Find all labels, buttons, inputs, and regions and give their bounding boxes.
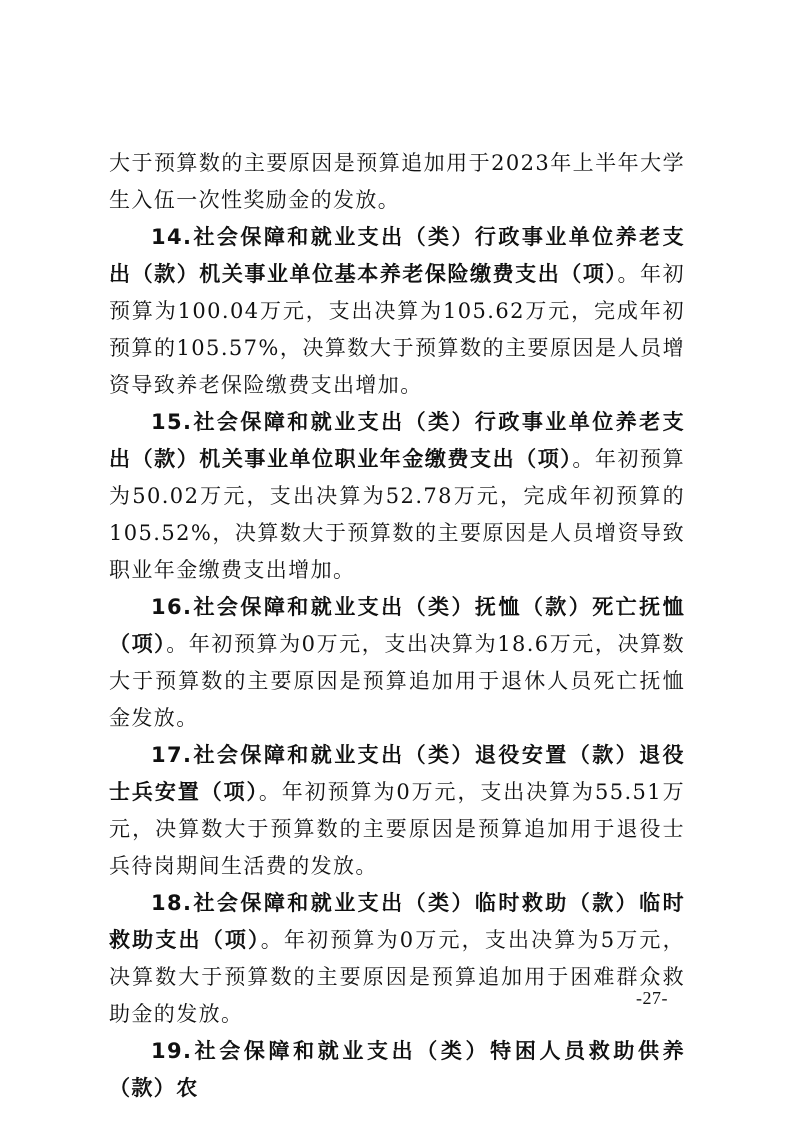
paragraph-heading: 17.社会保障和就业支出（类）退役安置（款）退役士兵安置（项） (109, 743, 685, 804)
paragraph-text: 大于预算数的主要原因是预算追加用于2023年上半年大学生入伍一次性奖励金的发放。 (109, 151, 685, 212)
paragraph-continuation (109, 145, 685, 219)
paragraph-text: 。年初预算为50.02万元，支出决算为52.78万元，完成年初预算的105.52%，决算数大于预算数的主要原因是人员增资导致职业年金缴费支出增加。 (109, 447, 685, 582)
paragraph-text: 。年初预算为0万元，支出决算为5万元，决算数大于预算数的主要原因是预算追加用于困难群众救助金的发放。 (109, 928, 685, 1026)
paragraph-text: 。年初预算为0万元，支出决算为18.6万元，决算数大于预算数的主要原因是预算追加用于退休人员死亡抚恤金发放。 (109, 632, 686, 730)
paragraph-heading: 19.社会保障和就业支出（类）特困人员救助供养（款）农 (109, 1039, 685, 1100)
page-number: -27- (636, 988, 668, 1008)
paragraph-heading: 14.社会保障和就业支出（类）行政事业单位养老支出（款）机关事业单位基本养老保险缴费支出（项） (109, 225, 685, 286)
paragraph-14 (109, 219, 685, 404)
paragraph-18 (109, 885, 685, 1033)
paragraph-19 (109, 1033, 685, 1107)
paragraph-heading: 15.社会保障和就业支出（类）行政事业单位养老支出（款）机关事业单位职业年金缴费支出（项） (109, 410, 685, 471)
paragraph-heading: 18.社会保障和就业支出（类）临时救助（款）临时救助支出（项） (109, 891, 685, 952)
paragraph-heading: 16.社会保障和就业支出（类）抚恤（款）死亡抚恤（项） (109, 595, 685, 656)
paragraph-text: 。年初预算为100.04万元，支出决算为105.62万元，完成年初预算的105.57%，决算数大于预算数的主要原因是人员增资导致养老保险缴费支出增加。 (109, 262, 685, 397)
paragraph-16 (109, 589, 685, 737)
paragraph-15 (109, 404, 685, 589)
body-text (109, 145, 685, 1107)
paragraph-17 (109, 737, 685, 885)
paragraph-text: 。年初预算为0万元，支出决算为55.51万元，决算数大于预算数的主要原因是预算追加用于退役士兵待岗期间生活费的发放。 (109, 780, 685, 878)
